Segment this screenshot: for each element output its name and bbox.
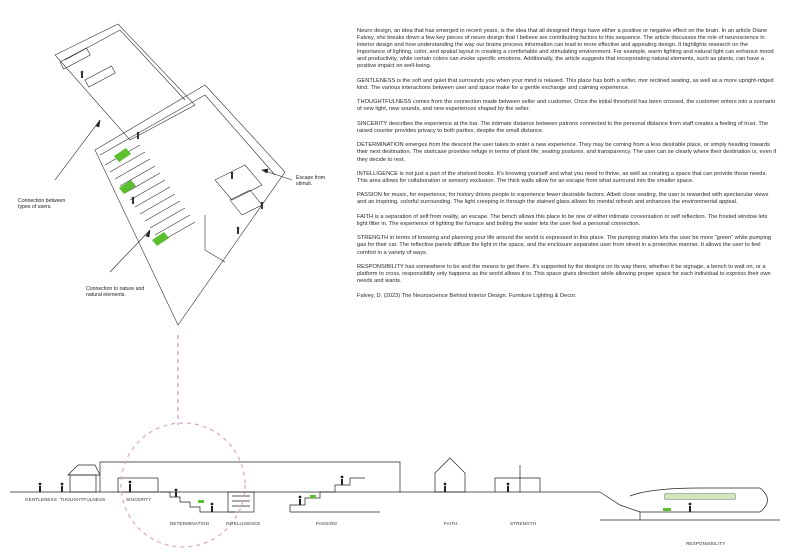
paragraph-intro: Neuro design, an idea that has emerged in recent years, is the idea that all designed things have either a positive or negative effect on the brain. In an article Diane Falvey, she breaks down a few key pieces of neuro design that I believe are contributing factors to this sequence. The article discusses the role of neuroscience in interior design and how understanding the way our brains process information can lead to more effective and appealing design. It highlights research on the importance of lighting, color, and spatial layout in creating a comfortable and stimulating environment. For example, warm lighting and natural light can enhance mood and productivity, while certain colors can evoke specific emotions. Additionally, the article suggests that incorporating natural elements, such as plants, can have a positive impact on well-being. bbox=[357, 28, 774, 70]
paragraph-gentleness: GENTLENESS is the soft and quiet that surrounds you when your mind is relaxed. This place has both a softer, mor reclined seating, as well as a more upright-ridged kind. The various interactions between user and space make for a gentle exchange and calming experience. bbox=[357, 77, 774, 91]
paragraph-responsibility: RESPONSIBILITY has somewhere to be and the means to get there. It's supported by the designs on its way there, whether it be signage, a bench to wait on, or a platform to cross, responsibility only happens as the world allows it to. This space gives direction while allowing proper space for each individual to express their own needs and wants. bbox=[357, 263, 771, 285]
label-gentleness: GENTLENESS bbox=[25, 497, 57, 502]
paragraph-intelligence: INTELLIGENCE is not just a part of the shelved books. It's knowing yourself and what you need to thrive, as well as creating a space that can provide those needs. This area allows for collaboration or sensory exclusion. The thick walls allow for an escape from what surround into the smaller space. bbox=[357, 170, 767, 184]
label-intelligence: INTELLIGENCE bbox=[226, 521, 261, 526]
paragraph-thoughtfulness: THOUGHTFULNESS comes from the connection made between seller and customer. Once the initial threshold has been crossed, the customer enters into a scenario of new light, new sounds, and new experiences shaped by the seller. bbox=[357, 99, 776, 113]
paragraph-strength: STRENGTH in terms of knowing and planning your life around the world is expressed in this place. The pumping station lets the user be more “green” while pumping gas for their car. The reflective panels diffuse the light in the space, and the enclosure separates user from street in a protective manner. It allows the user to feel comfort in a variety of ways. bbox=[357, 235, 772, 256]
label-strength: STRENGTH bbox=[510, 521, 537, 526]
label-faith: FAITH bbox=[444, 521, 458, 526]
callout-nature: Connection to nature and natural elements. bbox=[86, 286, 145, 299]
label-passion: PASSION bbox=[316, 521, 337, 526]
paragraph-determination: DETERMINATION emerges from the descent the user takes to enter a new experience. They may be coming from a less desirable place, or simply heading towards their next destination. The staircase provides refuge in terms of plant life, seating postures, and transparency. The user can se clearly where their destination is, even if they decide to rest. bbox=[357, 142, 777, 163]
paragraph-sincerity: SINCERITY describes the experience at the bar. The intimate distance between patrons connected to the personal distance from staff creates a feeling of trust. The raised counter provides privacy to both parties, despite the small distance. bbox=[357, 120, 769, 134]
label-thoughtfulness: THOUGHTFULNESS bbox=[60, 497, 106, 502]
callout-users: Connection between types of users. bbox=[18, 198, 66, 211]
section-figures bbox=[39, 476, 692, 512]
label-responsibility: RESPONSIBILITY bbox=[686, 541, 726, 546]
paragraph-passion: PASSION for music, for experience, for history drives people to experience fewer desirable factors. Albeit close seating, the user is rewarded with spectacular views and an inspiring, colorful surrounding. The light creeping in through the stained glass allows for mental refresh and enhances the environmental appeal. bbox=[357, 192, 769, 206]
section-plants bbox=[198, 495, 671, 511]
faith-chapel bbox=[435, 458, 465, 492]
label-sincerity: SINCERITY bbox=[126, 497, 152, 502]
callout-escape: Escape from stimuli. bbox=[296, 175, 326, 188]
paragraph-faith: FAITH is a separation of self from reality, an escape. The bench allows this place to be one of either intimate conversation or self reflection. The frosted window lets light filter in. The experience of lighting the furnace and boiling the water lets the user feel a personal connection. bbox=[357, 213, 768, 227]
citation: Falvey, D. (2023) The Neuroscience Behind Interior Design. Furniture Lighting & Decor. bbox=[357, 292, 577, 299]
label-determination: DETERMINATION bbox=[170, 521, 209, 526]
sincerity-highlight-circle bbox=[121, 423, 245, 547]
